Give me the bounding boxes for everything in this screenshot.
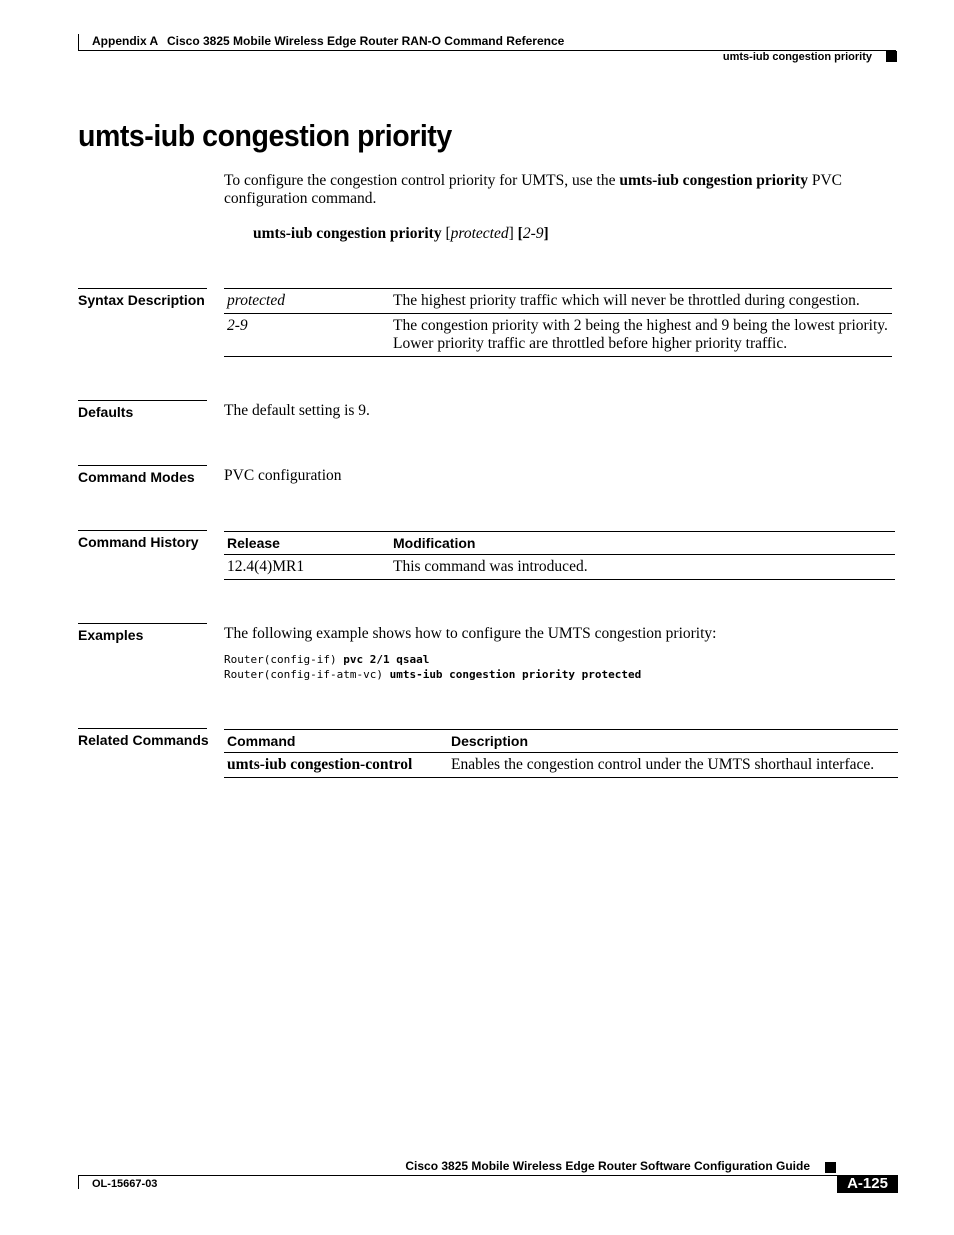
syntax-bracket-close-1: ] (508, 225, 518, 242)
table-header-row (224, 730, 898, 753)
syntax-arg-cell: protected (224, 289, 390, 314)
intro-command: umts-iub congestion priority (619, 172, 808, 189)
code-line (224, 667, 641, 682)
section-label-examples: Examples (78, 623, 207, 643)
code-prompt: Router(config-if-atm-vc) (224, 668, 390, 681)
header-rule-vertical (78, 34, 79, 50)
code-line (224, 652, 641, 667)
footer-marker-block (825, 1162, 836, 1173)
code-command: umts-iub congestion priority protected (389, 668, 642, 681)
column-header-command: Command (224, 730, 448, 753)
page-title: umts-iub congestion priority (78, 118, 452, 153)
code-prompt: Router(config-if) (224, 653, 344, 666)
header-running-title: umts-iub congestion priority (722, 51, 872, 63)
intro-paragraph (224, 172, 894, 208)
code-command: pvc 2/1 qsaal (343, 653, 430, 666)
command-modes-text: PVC configuration (224, 467, 342, 484)
syntax-desc-cell: The highest priority traffic which will never be throttled during congestion. (390, 289, 892, 314)
table-header-row (224, 532, 895, 555)
syntax-description-table (224, 288, 892, 357)
header-chapter: Cisco 3825 Mobile Wireless Edge Router RAN-O Command Reference (167, 34, 565, 48)
examples-text: The following example shows how to configure the UMTS congestion priority: (224, 625, 717, 642)
section-label-command-history: Command History (78, 530, 207, 550)
column-header-release: Release (224, 532, 390, 555)
intro-text-post: PVC configuration command. (224, 172, 842, 207)
table-row (224, 753, 898, 778)
footer-doc-id: OL-15667-03 (92, 1178, 158, 1190)
syntax-bracket-close-2: ] (543, 225, 549, 242)
syntax-line (253, 225, 549, 243)
defaults-text: The default setting is 9. (224, 402, 370, 419)
syntax-desc-cell: The congestion priority with 2 being the highest and 9 being the lowest priority. Lower priority traffic are throttled before higher priority traffic. (390, 314, 892, 357)
syntax-command: umts-iub congestion priority (253, 225, 442, 242)
footer-rule (78, 1175, 837, 1176)
release-cell: 12.4(4)MR1 (224, 555, 390, 580)
table-row (224, 314, 892, 357)
example-code-block (224, 652, 641, 682)
header-marker-block (886, 51, 897, 62)
section-label-related-commands: Related Commands (78, 728, 207, 748)
footer-guide-title: Cisco 3825 Mobile Wireless Edge Router Software Configuration Guide (405, 1159, 810, 1173)
intro-text-pre: To configure the congestion control priority for UMTS, use the (224, 172, 620, 189)
section-label-syntax-description: Syntax Description (78, 288, 207, 308)
page-number: A-125 (837, 1175, 898, 1193)
related-description-cell: Enables the congestion control under the UMTS shorthaul interface. (448, 753, 898, 778)
header-appendix: Appendix A (92, 34, 159, 48)
section-label-command-modes: Command Modes (78, 465, 207, 485)
table-row (224, 289, 892, 314)
table-row (224, 555, 895, 580)
syntax-arg-range: 2-9 (522, 225, 544, 242)
related-command-cell: umts-iub congestion-control (224, 753, 448, 778)
syntax-bracket-open-1: [ (441, 225, 451, 242)
related-commands-table (224, 729, 898, 778)
footer-rule-vertical (78, 1175, 79, 1189)
syntax-arg-cell: 2-9 (224, 314, 390, 357)
syntax-arg-protected: protected (450, 225, 509, 242)
syntax-bracket-open-2: [ (517, 225, 523, 242)
column-header-description: Description (448, 730, 898, 753)
modification-cell: This command was introduced. (390, 555, 895, 580)
section-label-defaults: Defaults (78, 400, 207, 420)
command-history-table (224, 531, 895, 580)
column-header-modification: Modification (390, 532, 895, 555)
